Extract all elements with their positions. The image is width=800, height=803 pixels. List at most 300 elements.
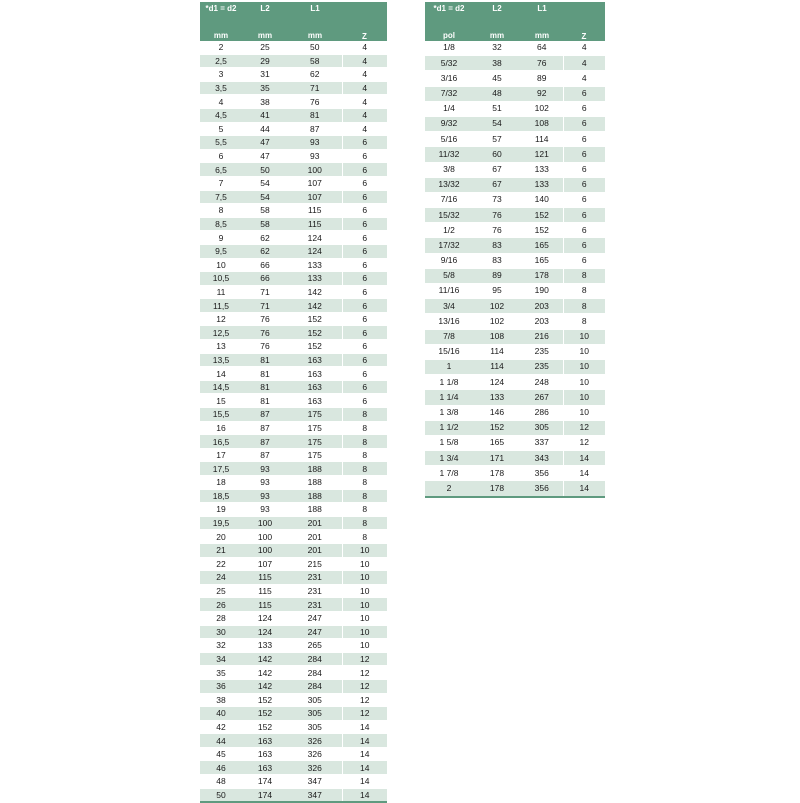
- cell-l2: 171: [473, 451, 521, 466]
- header-z: Z: [563, 2, 605, 41]
- cell-l1: 115: [288, 217, 342, 231]
- cell-z: 10: [563, 375, 605, 390]
- cell-z: 12: [342, 652, 387, 666]
- cell-z: 4: [563, 56, 605, 71]
- cell-z: 6: [563, 101, 605, 116]
- cell-l1: 87: [288, 122, 342, 136]
- cell-z: 8: [342, 530, 387, 544]
- cell-l2: 152: [242, 693, 288, 707]
- cell-z: 6: [342, 285, 387, 299]
- cell-z: 6: [342, 258, 387, 272]
- unit-l1: mm: [288, 18, 342, 41]
- cell-d1-d2: 17,5: [200, 462, 242, 476]
- cell-l2: 66: [242, 272, 288, 286]
- cell-z: 4: [342, 81, 387, 95]
- cell-z: 14: [342, 761, 387, 775]
- cell-z: 6: [342, 312, 387, 326]
- unit-l2: mm: [473, 18, 521, 41]
- cell-l1: 231: [288, 571, 342, 585]
- table-row: [200, 190, 387, 204]
- cell-z: 12: [342, 707, 387, 721]
- cell-z: 6: [563, 208, 605, 223]
- cell-z: 8: [563, 268, 605, 283]
- cell-z: 6: [563, 223, 605, 238]
- table-row: [425, 344, 605, 359]
- cell-d1-d2: 9/16: [425, 253, 473, 268]
- cell-l2: 58: [242, 204, 288, 218]
- cell-d1-d2: 15,5: [200, 408, 242, 422]
- table-row: [200, 217, 387, 231]
- table-row: [425, 116, 605, 131]
- table-row: [200, 543, 387, 557]
- cell-l2: 76: [242, 326, 288, 340]
- table-row: [425, 420, 605, 435]
- table-row: [200, 775, 387, 789]
- cell-l1: 203: [521, 299, 563, 314]
- cell-d1-d2: 1/8: [425, 41, 473, 56]
- cell-l2: 81: [242, 380, 288, 394]
- table-row: [425, 405, 605, 420]
- cell-l1: 107: [288, 190, 342, 204]
- cell-l1: 81: [288, 108, 342, 122]
- cell-d1-d2: 3/16: [425, 71, 473, 86]
- cell-d1-d2: 42: [200, 720, 242, 734]
- cell-l1: 305: [288, 720, 342, 734]
- cell-l2: 41: [242, 108, 288, 122]
- cell-l1: 152: [288, 326, 342, 340]
- cell-z: 6: [563, 253, 605, 268]
- cell-l2: 115: [242, 571, 288, 585]
- cell-z: 14: [563, 451, 605, 466]
- cell-z: 6: [342, 190, 387, 204]
- cell-d1-d2: 1 1/4: [425, 390, 473, 405]
- cell-d1-d2: 16,5: [200, 435, 242, 449]
- cell-l2: 93: [242, 489, 288, 503]
- cell-l2: 133: [242, 639, 288, 653]
- cell-d1-d2: 15/16: [425, 344, 473, 359]
- cell-l2: 29: [242, 54, 288, 68]
- cell-l1: 108: [521, 116, 563, 131]
- cell-l1: 190: [521, 284, 563, 299]
- cell-z: 8: [342, 421, 387, 435]
- cell-d1-d2: 13: [200, 340, 242, 354]
- cell-d1-d2: 32: [200, 639, 242, 653]
- table-row: [425, 329, 605, 344]
- cell-l1: 201: [288, 516, 342, 530]
- cell-z: 10: [563, 329, 605, 344]
- table-row: [425, 359, 605, 374]
- cell-l1: 133: [521, 162, 563, 177]
- cell-l1: 89: [521, 71, 563, 86]
- cell-d1-d2: 1 3/8: [425, 405, 473, 420]
- cell-l2: 124: [242, 611, 288, 625]
- cell-d1-d2: 50: [200, 788, 242, 802]
- cell-d1-d2: 48: [200, 775, 242, 789]
- cell-z: 8: [563, 314, 605, 329]
- cell-l1: 152: [288, 340, 342, 354]
- cell-d1-d2: 13/16: [425, 314, 473, 329]
- table-row: [200, 557, 387, 571]
- cell-d1-d2: 2: [425, 481, 473, 497]
- cell-l2: 124: [242, 625, 288, 639]
- cell-l2: 76: [473, 223, 521, 238]
- cell-d1-d2: 16: [200, 421, 242, 435]
- table-row: [200, 734, 387, 748]
- cell-l1: 92: [521, 86, 563, 101]
- table-row: [200, 380, 387, 394]
- cell-d1-d2: 30: [200, 625, 242, 639]
- table-row: [425, 86, 605, 101]
- table-row: [425, 162, 605, 177]
- cell-l1: 305: [288, 707, 342, 721]
- cell-l2: 54: [473, 116, 521, 131]
- cell-d1-d2: 19: [200, 503, 242, 517]
- cell-z: 6: [563, 192, 605, 207]
- table-row: [425, 238, 605, 253]
- cell-l2: 89: [473, 268, 521, 283]
- cell-z: 14: [563, 481, 605, 497]
- cell-l1: 62: [288, 68, 342, 82]
- cell-d1-d2: 28: [200, 611, 242, 625]
- cell-d1-d2: 10,5: [200, 272, 242, 286]
- cell-d1-d2: 6: [200, 149, 242, 163]
- table-row: [200, 353, 387, 367]
- cell-l2: 178: [473, 481, 521, 497]
- cell-z: 12: [342, 693, 387, 707]
- cell-l1: 347: [288, 775, 342, 789]
- cell-d1-d2: 2,5: [200, 54, 242, 68]
- header-l1: L1: [521, 2, 563, 18]
- cell-d1-d2: 14,5: [200, 380, 242, 394]
- cell-l1: 124: [288, 231, 342, 245]
- cell-d1-d2: 24: [200, 571, 242, 585]
- cell-d1-d2: 11/16: [425, 284, 473, 299]
- cell-z: 14: [563, 466, 605, 481]
- cell-d1-d2: 9: [200, 231, 242, 245]
- table-row: [425, 41, 605, 56]
- table-row: [200, 448, 387, 462]
- table-row: [200, 611, 387, 625]
- cell-d1-d2: 38: [200, 693, 242, 707]
- cell-z: 6: [342, 367, 387, 381]
- cell-l2: 163: [242, 761, 288, 775]
- cell-l2: 142: [242, 679, 288, 693]
- cell-d1-d2: 6,5: [200, 163, 242, 177]
- cell-d1-d2: 10: [200, 258, 242, 272]
- cell-l1: 178: [521, 268, 563, 283]
- cell-z: 8: [342, 408, 387, 422]
- cell-l1: 124: [288, 244, 342, 258]
- cell-l2: 31: [242, 68, 288, 82]
- cell-l1: 247: [288, 625, 342, 639]
- table-row: [425, 101, 605, 116]
- cell-z: 6: [342, 204, 387, 218]
- cell-z: 6: [563, 116, 605, 131]
- cell-l2: 100: [242, 530, 288, 544]
- unit-l2: mm: [242, 18, 288, 41]
- cell-l1: 337: [521, 435, 563, 450]
- cell-l1: 76: [288, 95, 342, 109]
- table-row: [200, 394, 387, 408]
- table-row: [425, 253, 605, 268]
- cell-l2: 115: [242, 584, 288, 598]
- cell-l1: 133: [288, 272, 342, 286]
- cell-z: 6: [342, 340, 387, 354]
- cell-l1: 93: [288, 136, 342, 150]
- table-row: [200, 421, 387, 435]
- cell-d1-d2: 18: [200, 476, 242, 490]
- cell-l2: 81: [242, 367, 288, 381]
- cell-z: 4: [342, 122, 387, 136]
- table-row: [200, 231, 387, 245]
- table-row: [425, 481, 605, 497]
- cell-l2: 95: [473, 284, 521, 299]
- table-row: [200, 666, 387, 680]
- cell-l1: 100: [288, 163, 342, 177]
- table-body: [425, 41, 605, 497]
- cell-l1: 284: [288, 666, 342, 680]
- cell-l1: 114: [521, 132, 563, 147]
- cell-z: 6: [342, 299, 387, 313]
- cell-l1: 216: [521, 329, 563, 344]
- cell-d1-d2: 17: [200, 448, 242, 462]
- cell-d1-d2: 1 1/2: [425, 420, 473, 435]
- table-row: [200, 258, 387, 272]
- cell-d1-d2: 1/2: [425, 223, 473, 238]
- cell-z: 10: [342, 639, 387, 653]
- cell-l2: 67: [473, 162, 521, 177]
- cell-l1: 121: [521, 147, 563, 162]
- table-row: [425, 71, 605, 86]
- cell-l1: 142: [288, 299, 342, 313]
- cell-l2: 133: [473, 390, 521, 405]
- cell-l2: 87: [242, 448, 288, 462]
- cell-z: 10: [563, 344, 605, 359]
- cell-l1: 50: [288, 41, 342, 54]
- cell-z: 8: [342, 435, 387, 449]
- cell-d1-d2: 1 7/8: [425, 466, 473, 481]
- cell-l2: 60: [473, 147, 521, 162]
- cell-z: 6: [342, 244, 387, 258]
- cell-z: 14: [342, 775, 387, 789]
- table-row: [200, 122, 387, 136]
- cell-z: 4: [342, 41, 387, 54]
- cell-d1-d2: 34: [200, 652, 242, 666]
- cell-l1: 343: [521, 451, 563, 466]
- cell-l1: 175: [288, 435, 342, 449]
- cell-l1: 235: [521, 344, 563, 359]
- cell-z: 4: [563, 71, 605, 86]
- cell-l1: 356: [521, 466, 563, 481]
- cell-l2: 76: [242, 312, 288, 326]
- table-row: [200, 476, 387, 490]
- cell-d1-d2: 14: [200, 367, 242, 381]
- cell-l1: 305: [521, 420, 563, 435]
- cell-l1: 175: [288, 408, 342, 422]
- cell-d1-d2: 20: [200, 530, 242, 544]
- table-row: [200, 571, 387, 585]
- cell-z: 8: [342, 476, 387, 490]
- header-d1-d2: *d1 = d2: [200, 2, 242, 18]
- cell-l2: 87: [242, 408, 288, 422]
- table-row: [200, 788, 387, 802]
- cell-d1-d2: 11/32: [425, 147, 473, 162]
- cell-z: 8: [342, 503, 387, 517]
- cell-z: 6: [342, 136, 387, 150]
- cell-l2: 93: [242, 503, 288, 517]
- cell-d1-d2: 7/8: [425, 329, 473, 344]
- cell-z: 6: [342, 394, 387, 408]
- cell-z: 10: [563, 390, 605, 405]
- cell-l2: 165: [473, 435, 521, 450]
- cell-l1: 175: [288, 421, 342, 435]
- cell-l2: 152: [473, 420, 521, 435]
- cell-d1-d2: 13,5: [200, 353, 242, 367]
- header-l1: L1: [288, 2, 342, 18]
- cell-z: 6: [342, 272, 387, 286]
- cell-l2: 178: [473, 466, 521, 481]
- table-row: [200, 720, 387, 734]
- cell-l1: 76: [521, 56, 563, 71]
- cell-l1: 231: [288, 598, 342, 612]
- cell-l2: 108: [473, 329, 521, 344]
- cell-l1: 286: [521, 405, 563, 420]
- cell-l2: 142: [242, 652, 288, 666]
- table-row: [200, 176, 387, 190]
- cell-z: 14: [342, 747, 387, 761]
- cell-l1: 347: [288, 788, 342, 802]
- cell-l1: 284: [288, 679, 342, 693]
- header-l2: L2: [242, 2, 288, 18]
- cell-d1-d2: 3/4: [425, 299, 473, 314]
- cell-d1-d2: 18,5: [200, 489, 242, 503]
- cell-l1: 326: [288, 747, 342, 761]
- cell-l1: 231: [288, 584, 342, 598]
- cell-l2: 57: [473, 132, 521, 147]
- table-row: [200, 108, 387, 122]
- table-row: [425, 314, 605, 329]
- cell-d1-d2: 35: [200, 666, 242, 680]
- cell-d1-d2: 5/16: [425, 132, 473, 147]
- cell-l1: 235: [521, 359, 563, 374]
- table-row: [200, 693, 387, 707]
- cell-z: 8: [342, 462, 387, 476]
- table-row: [200, 530, 387, 544]
- cell-d1-d2: 21: [200, 543, 242, 557]
- cell-d1-d2: 45: [200, 747, 242, 761]
- cell-d1-d2: 9,5: [200, 244, 242, 258]
- cell-l2: 174: [242, 775, 288, 789]
- table-row: [200, 68, 387, 82]
- cell-l2: 163: [242, 734, 288, 748]
- cell-d1-d2: 13/32: [425, 177, 473, 192]
- table-row: [200, 312, 387, 326]
- cell-l1: 152: [521, 223, 563, 238]
- cell-z: 10: [342, 584, 387, 598]
- table-row: [200, 707, 387, 721]
- cell-d1-d2: 17/32: [425, 238, 473, 253]
- table-row: [200, 204, 387, 218]
- cell-z: 14: [342, 734, 387, 748]
- unit-l1: mm: [521, 18, 563, 41]
- cell-l2: 32: [473, 41, 521, 56]
- cell-z: 10: [342, 543, 387, 557]
- table-body: [200, 41, 387, 802]
- cell-d1-d2: 1/4: [425, 101, 473, 116]
- cell-d1-d2: 2: [200, 41, 242, 54]
- table-row: [425, 466, 605, 481]
- table-row: [200, 285, 387, 299]
- cell-d1-d2: 8,5: [200, 217, 242, 231]
- cell-z: 6: [342, 326, 387, 340]
- cell-l1: 188: [288, 476, 342, 490]
- cell-l1: 163: [288, 394, 342, 408]
- cell-l1: 175: [288, 448, 342, 462]
- cell-l1: 71: [288, 81, 342, 95]
- table-row: [200, 54, 387, 68]
- cell-l2: 102: [473, 299, 521, 314]
- cell-l2: 47: [242, 136, 288, 150]
- cell-l1: 133: [521, 177, 563, 192]
- cell-d1-d2: 7/16: [425, 192, 473, 207]
- cell-l2: 73: [473, 192, 521, 207]
- cell-z: 6: [342, 353, 387, 367]
- cell-l2: 38: [242, 95, 288, 109]
- cell-l2: 76: [473, 208, 521, 223]
- cell-l1: 163: [288, 380, 342, 394]
- cell-l2: 81: [242, 394, 288, 408]
- table-row: [425, 284, 605, 299]
- table-row: [200, 625, 387, 639]
- cell-l1: 188: [288, 503, 342, 517]
- cell-z: 8: [563, 299, 605, 314]
- header-z: Z: [342, 2, 387, 41]
- table-row: [425, 451, 605, 466]
- cell-l1: 326: [288, 761, 342, 775]
- table-row: [200, 408, 387, 422]
- cell-d1-d2: 1: [425, 359, 473, 374]
- table-row: [200, 639, 387, 653]
- table-row: [200, 272, 387, 286]
- table-row: [200, 679, 387, 693]
- cell-l2: 163: [242, 747, 288, 761]
- cell-d1-d2: 1 5/8: [425, 435, 473, 450]
- cell-d1-d2: 5: [200, 122, 242, 136]
- cell-d1-d2: 9/32: [425, 116, 473, 131]
- cell-d1-d2: 7: [200, 176, 242, 190]
- cell-d1-d2: 7/32: [425, 86, 473, 101]
- cell-l1: 267: [521, 390, 563, 405]
- cell-d1-d2: 5/32: [425, 56, 473, 71]
- cell-l2: 54: [242, 176, 288, 190]
- cell-d1-d2: 1 1/8: [425, 375, 473, 390]
- cell-l2: 83: [473, 253, 521, 268]
- cell-z: 12: [342, 679, 387, 693]
- cell-l2: 76: [242, 340, 288, 354]
- table-row: [200, 503, 387, 517]
- cell-z: 6: [563, 177, 605, 192]
- cell-z: 4: [342, 108, 387, 122]
- cell-l2: 54: [242, 190, 288, 204]
- table-row: [200, 244, 387, 258]
- cell-z: 4: [342, 68, 387, 82]
- unit-d: mm: [200, 18, 242, 41]
- cell-d1-d2: 3/8: [425, 162, 473, 177]
- table-row: [200, 81, 387, 95]
- cell-l2: 152: [242, 707, 288, 721]
- cell-l2: 81: [242, 353, 288, 367]
- cell-z: 10: [342, 598, 387, 612]
